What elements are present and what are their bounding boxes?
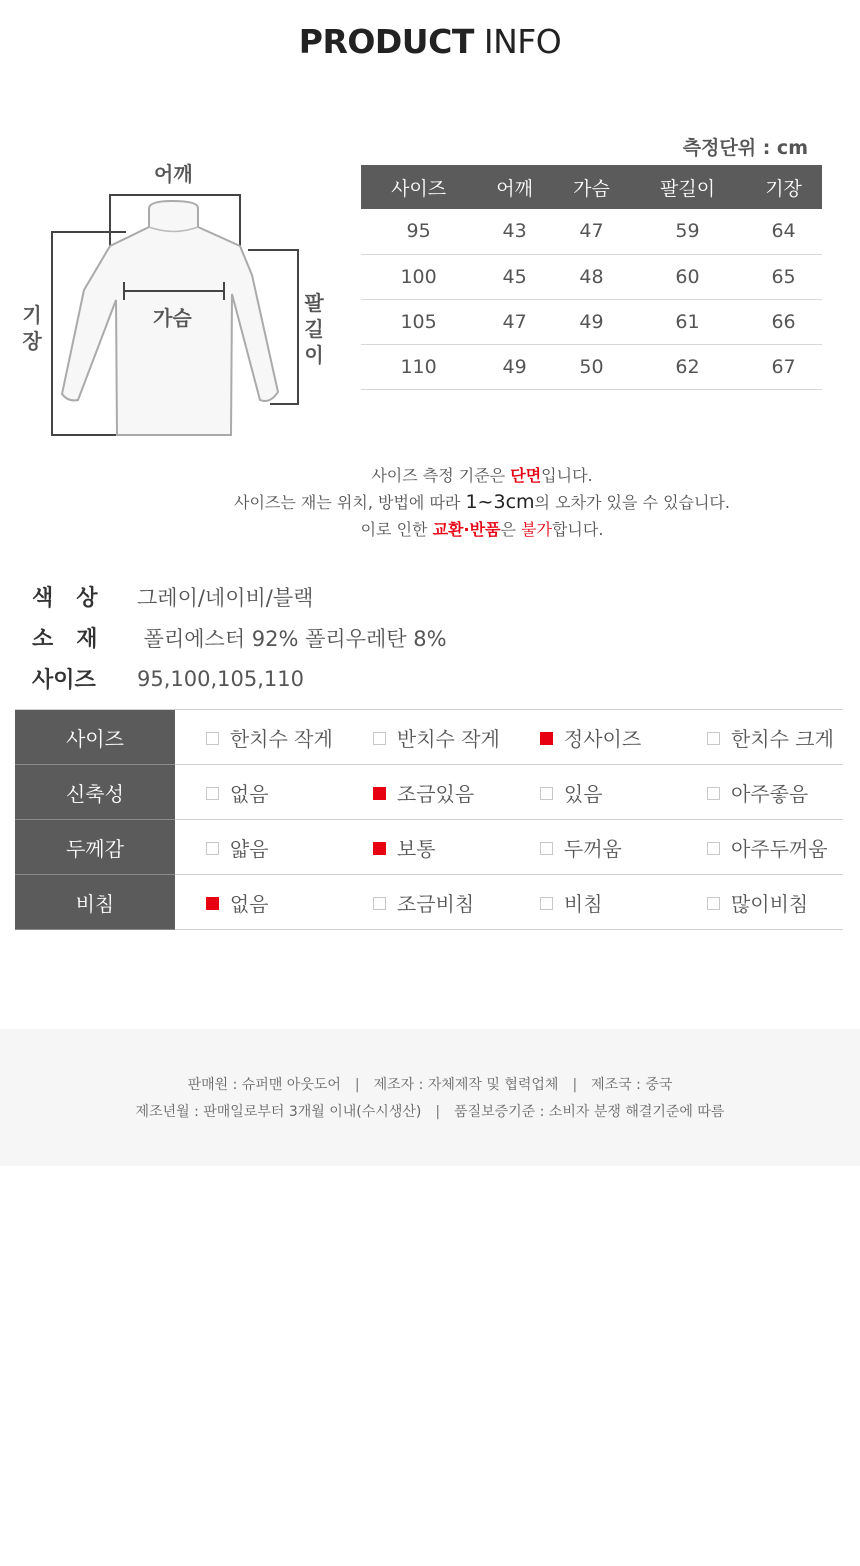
feel-option — [676, 875, 843, 930]
feel-option-label: 비침 — [563, 891, 603, 916]
checked-box-icon — [206, 897, 219, 910]
feel-option — [676, 710, 843, 765]
product-info-list — [32, 576, 447, 699]
seller-footer — [0, 1029, 860, 1166]
feel-option — [676, 765, 843, 820]
unchecked-box-icon — [707, 842, 720, 855]
sleeve-label: 팔 길 이 — [304, 291, 324, 367]
feel-option-label: 얇음 — [229, 836, 269, 861]
feel-option-label: 아주두꺼움 — [730, 836, 828, 861]
info-value: 폴리에스터 92% 폴리우레탄 8% — [137, 626, 447, 651]
feel-option — [509, 765, 676, 820]
feel-option-label: 조금있음 — [396, 781, 475, 806]
feel-option-label: 한치수 작게 — [229, 726, 333, 751]
unchecked-box-icon — [540, 897, 553, 910]
shoulder-label: 어깨 — [154, 162, 193, 186]
checked-box-icon — [373, 842, 386, 855]
feel-row-head: 두께감 — [15, 820, 175, 875]
feel-row — [15, 820, 843, 875]
unchecked-box-icon — [540, 842, 553, 855]
info-key: 색 상 — [32, 586, 98, 611]
unchecked-box-icon — [707, 787, 720, 800]
feel-option-label: 정사이즈 — [563, 726, 642, 751]
feel-option — [342, 820, 509, 875]
info-row-color — [32, 576, 447, 617]
feel-row — [15, 765, 843, 820]
feel-option — [342, 765, 509, 820]
table-cell: 50 — [553, 344, 630, 389]
page-title — [0, 22, 860, 61]
table-cell: 100 — [361, 254, 476, 299]
table-cell: 48 — [553, 254, 630, 299]
table-cell: 47 — [553, 209, 630, 254]
table-cell: 95 — [361, 209, 476, 254]
feel-option — [175, 765, 342, 820]
unchecked-box-icon — [206, 732, 219, 745]
col-size: 사이즈 — [361, 165, 476, 209]
length-label: 기 장 — [22, 303, 42, 353]
col-length: 기장 — [745, 165, 822, 209]
table-cell: 105 — [361, 299, 476, 344]
info-row-material — [32, 617, 447, 658]
feel-option-label: 아주좋음 — [730, 781, 809, 806]
table-row — [361, 344, 822, 389]
feel-option-label: 없음 — [229, 781, 269, 806]
col-chest: 가슴 — [553, 165, 630, 209]
table-cell: 59 — [630, 209, 745, 254]
unchecked-box-icon — [373, 897, 386, 910]
turtleneck-illustration — [14, 150, 344, 450]
col-shoulder: 어깨 — [476, 165, 553, 209]
note-line-3: 이로 인한 교환·반품은 불가합니다. — [360, 520, 604, 539]
feel-option — [175, 875, 342, 930]
info-key: 사이즈 — [32, 668, 96, 693]
col-sleeve: 팔길이 — [630, 165, 745, 209]
note-line-1: 사이즈 측정 기준은 단면입니다. — [371, 466, 593, 485]
table-cell: 110 — [361, 344, 476, 389]
garment-diagram — [14, 150, 344, 450]
feel-option — [676, 820, 843, 875]
feel-option-label: 많이비침 — [730, 891, 809, 916]
feel-option — [342, 875, 509, 930]
table-row — [361, 299, 822, 344]
table-cell: 64 — [745, 209, 822, 254]
size-table — [361, 165, 822, 390]
size-table-header — [361, 165, 822, 209]
feel-row-head: 신축성 — [15, 765, 175, 820]
feel-option-label: 보통 — [396, 836, 436, 861]
unchecked-box-icon — [206, 787, 219, 800]
table-cell: 66 — [745, 299, 822, 344]
unchecked-box-icon — [373, 732, 386, 745]
table-cell: 61 — [630, 299, 745, 344]
title-light: INFO — [483, 22, 562, 61]
table-cell: 65 — [745, 254, 822, 299]
table-cell: 43 — [476, 209, 553, 254]
feel-option — [509, 820, 676, 875]
info-key: 소 재 — [32, 627, 98, 652]
info-value: 95,100,105,110 — [137, 666, 304, 691]
feel-option-label: 한치수 크게 — [730, 726, 834, 751]
feel-option — [509, 710, 676, 765]
unchecked-box-icon — [707, 897, 720, 910]
unchecked-box-icon — [707, 732, 720, 745]
table-row — [361, 209, 822, 254]
feel-option — [175, 820, 342, 875]
info-value: 그레이/네이비/블랙 — [137, 585, 314, 610]
feel-option-label: 있음 — [563, 781, 603, 806]
feel-row-head: 비침 — [15, 875, 175, 930]
table-cell: 67 — [745, 344, 822, 389]
footer-line-1: 판매원 : 슈퍼맨 아웃도어 | 제조자 : 자체제작 및 협력업체 | 제조국 : 중국 — [187, 1077, 673, 1093]
feel-row — [15, 710, 843, 765]
feel-row — [15, 875, 843, 930]
table-cell: 60 — [630, 254, 745, 299]
feel-option-label: 두꺼움 — [563, 836, 622, 861]
note-line-2: 사이즈는 재는 위치, 방법에 따라 1~3cm의 오차가 있을 수 있습니다. — [234, 491, 730, 513]
info-row-size — [32, 658, 447, 699]
table-row — [361, 254, 822, 299]
fit-feel-table — [15, 709, 843, 930]
feel-row-head: 사이즈 — [15, 710, 175, 765]
title-bold: PRODUCT — [298, 22, 474, 61]
feel-option-label: 반치수 작게 — [396, 726, 500, 751]
checked-box-icon — [373, 787, 386, 800]
feel-option — [175, 710, 342, 765]
size-notes — [102, 462, 860, 543]
unchecked-box-icon — [540, 787, 553, 800]
table-cell: 62 — [630, 344, 745, 389]
feel-option — [509, 875, 676, 930]
feel-option — [342, 710, 509, 765]
feel-option-label: 없음 — [229, 891, 269, 916]
table-cell: 47 — [476, 299, 553, 344]
checked-box-icon — [540, 732, 553, 745]
chest-label: 가슴 — [153, 306, 192, 330]
measurement-unit: 측정단위 : cm — [682, 137, 808, 159]
table-cell: 49 — [553, 299, 630, 344]
footer-line-2: 제조년월 : 판매일로부터 3개월 이내(수시생산) | 품질보증기준 : 소비자 분쟁 해결기준에 따름 — [135, 1104, 725, 1120]
feel-option-label: 조금비침 — [396, 891, 475, 916]
unchecked-box-icon — [206, 842, 219, 855]
table-cell: 45 — [476, 254, 553, 299]
table-cell: 49 — [476, 344, 553, 389]
